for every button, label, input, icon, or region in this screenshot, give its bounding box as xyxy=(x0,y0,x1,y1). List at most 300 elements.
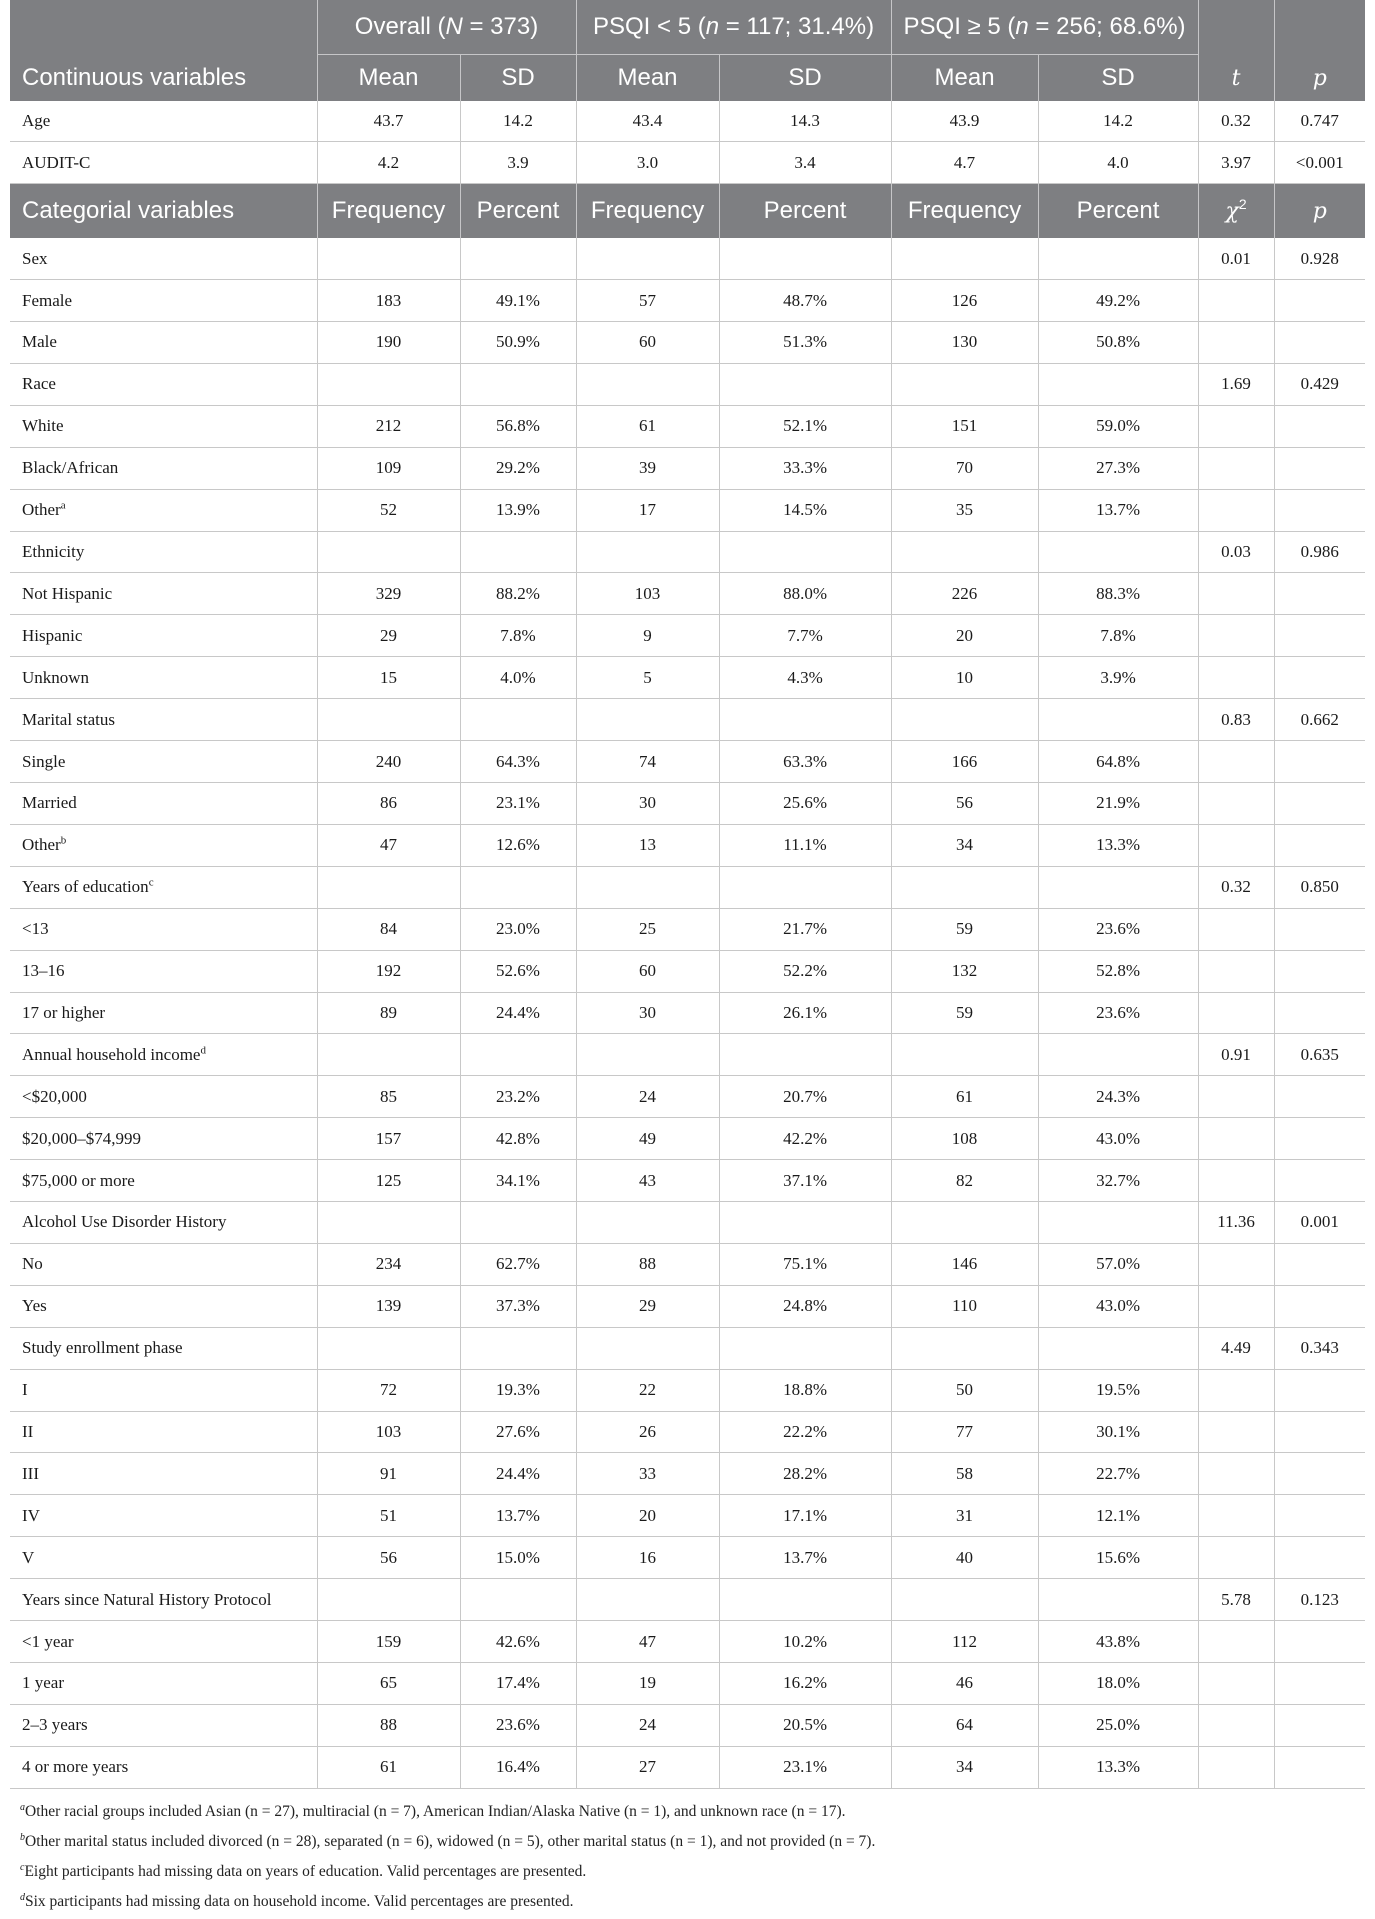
table-cell: 28.2% xyxy=(719,1453,891,1495)
table-cell xyxy=(317,1034,460,1076)
table-cell: 51 xyxy=(317,1495,460,1537)
col-header: Frequency xyxy=(317,184,460,238)
table-cell xyxy=(1198,824,1274,866)
table-cell: <0.001 xyxy=(1274,142,1365,184)
table-cell xyxy=(719,238,891,279)
table-cell: 11.36 xyxy=(1198,1202,1274,1244)
table-cell: 56 xyxy=(317,1537,460,1579)
table-cell: 9 xyxy=(576,615,719,657)
table-cell: 0.01 xyxy=(1198,238,1274,279)
table-cell: 82 xyxy=(891,1160,1038,1202)
table-cell: 61 xyxy=(317,1746,460,1788)
table-cell: 85 xyxy=(317,1076,460,1118)
row-label: Years since Natural History Protocol xyxy=(10,1579,317,1621)
table-cell: 25.6% xyxy=(719,782,891,824)
table-cell: 3.9 xyxy=(460,142,576,184)
table-cell xyxy=(576,866,719,908)
table-cell: 37.3% xyxy=(460,1285,576,1327)
footnote: $^b$Other marital status included divorced (n = 28), separated (n = 6), widowed (n = 5), other marital status (n = 1), and not provided (n = 7). xyxy=(20,1831,876,1850)
table-cell: 88 xyxy=(317,1704,460,1746)
row-label: Other$^a$ xyxy=(10,489,317,531)
table-cell: 151 xyxy=(891,405,1038,447)
row-label: 4 or more years xyxy=(10,1746,317,1788)
chi-square-header: $\chi^2$ xyxy=(1198,184,1274,238)
footnote: $^c$Eight participants had missing data on years of education. Valid percentages are presented. xyxy=(20,1861,587,1880)
table-cell: 20 xyxy=(576,1495,719,1537)
table-cell xyxy=(1274,1160,1365,1202)
table-cell: 43.0% xyxy=(1038,1285,1198,1327)
table-cell: 12.1% xyxy=(1038,1495,1198,1537)
table-row xyxy=(10,1160,1365,1202)
descriptive-statistics-table xyxy=(10,0,1365,1789)
table-cell: 33 xyxy=(576,1453,719,1495)
table-row xyxy=(10,1369,1365,1411)
table-cell xyxy=(1198,573,1274,615)
row-label: Age xyxy=(10,101,317,142)
table-cell xyxy=(1198,908,1274,950)
table-cell xyxy=(1198,1411,1274,1453)
table-cell: 56.8% xyxy=(460,405,576,447)
row-label: 17 or higher xyxy=(10,992,317,1034)
table-cell xyxy=(460,866,576,908)
table-cell xyxy=(1274,1285,1365,1327)
table-row xyxy=(10,101,1365,142)
row-label: Alcohol Use Disorder History xyxy=(10,1202,317,1244)
table-cell: 3.9% xyxy=(1038,657,1198,699)
table-cell xyxy=(1198,615,1274,657)
table-cell: 24 xyxy=(576,1704,719,1746)
header-blank xyxy=(10,0,317,54)
table-cell xyxy=(317,363,460,405)
table-cell: 10 xyxy=(891,657,1038,699)
table-cell: 64 xyxy=(891,1704,1038,1746)
table-cell: 130 xyxy=(891,322,1038,364)
table-cell: 4.2 xyxy=(317,142,460,184)
table-cell: 108 xyxy=(891,1118,1038,1160)
table-cell: 91 xyxy=(317,1453,460,1495)
row-label: Study enrollment phase xyxy=(10,1327,317,1369)
table-cell: 0.986 xyxy=(1274,531,1365,573)
table-cell: 23.1% xyxy=(719,1746,891,1788)
table-cell: 35 xyxy=(891,489,1038,531)
table-cell: 0.343 xyxy=(1274,1327,1365,1369)
row-label: $75,000 or more xyxy=(10,1160,317,1202)
table-cell: 56 xyxy=(891,782,1038,824)
table-cell xyxy=(1274,447,1365,489)
footnotes xyxy=(20,1797,1360,1917)
table-cell: 24 xyxy=(576,1076,719,1118)
table-cell: 21.7% xyxy=(719,908,891,950)
table-row xyxy=(10,1076,1365,1118)
table-row xyxy=(10,741,1365,783)
row-label: Single xyxy=(10,741,317,783)
table-cell: 20.5% xyxy=(719,1704,891,1746)
table-cell xyxy=(1274,322,1365,364)
table-row xyxy=(10,1285,1365,1327)
table-cell xyxy=(576,1034,719,1076)
table-cell: 110 xyxy=(891,1285,1038,1327)
table-cell: 16.4% xyxy=(460,1746,576,1788)
table-cell: 13.7% xyxy=(719,1537,891,1579)
table-cell xyxy=(1198,741,1274,783)
table-cell xyxy=(1274,1411,1365,1453)
table-cell xyxy=(460,363,576,405)
table-cell xyxy=(1274,1118,1365,1160)
table-cell xyxy=(1274,824,1365,866)
t-header: t xyxy=(1198,54,1274,100)
table-cell: 34 xyxy=(891,824,1038,866)
table-cell xyxy=(1274,1453,1365,1495)
table-cell xyxy=(1198,1285,1274,1327)
table-cell: 112 xyxy=(891,1621,1038,1663)
table-cell xyxy=(1038,1327,1198,1369)
group-overall-header: Overall (N = 373) xyxy=(317,0,576,54)
table-cell xyxy=(1198,322,1274,364)
table-cell xyxy=(1198,1369,1274,1411)
table-cell: 5.78 xyxy=(1198,1579,1274,1621)
table-row xyxy=(10,280,1365,322)
table-cell: 57.0% xyxy=(1038,1243,1198,1285)
table-cell xyxy=(317,1579,460,1621)
table-cell xyxy=(891,238,1038,279)
table-cell: 192 xyxy=(317,950,460,992)
table-cell: 37.1% xyxy=(719,1160,891,1202)
table-cell: 13 xyxy=(576,824,719,866)
table-cell xyxy=(460,1579,576,1621)
table-cell: 86 xyxy=(317,782,460,824)
table-row xyxy=(10,1034,1365,1076)
table-cell: 42.6% xyxy=(460,1621,576,1663)
table-cell: 3.97 xyxy=(1198,142,1274,184)
row-label: Married xyxy=(10,782,317,824)
table-cell xyxy=(719,1202,891,1244)
table-cell: 88.3% xyxy=(1038,573,1198,615)
row-label: <1 year xyxy=(10,1621,317,1663)
table-cell: 18.0% xyxy=(1038,1663,1198,1705)
categorical-variables-label: Categorial variables xyxy=(10,184,317,238)
table-cell: 4.3% xyxy=(719,657,891,699)
table-cell xyxy=(1038,699,1198,741)
col-header: SD xyxy=(719,54,891,100)
table-cell: 10.2% xyxy=(719,1621,891,1663)
table-cell: 52.1% xyxy=(719,405,891,447)
table-cell: 47 xyxy=(576,1621,719,1663)
table-cell xyxy=(460,699,576,741)
table-cell: 59.0% xyxy=(1038,405,1198,447)
table-cell: 0.747 xyxy=(1274,101,1365,142)
table-cell: 89 xyxy=(317,992,460,1034)
row-label: Unknown xyxy=(10,657,317,699)
table-cell xyxy=(1198,1663,1274,1705)
table-cell: 64.8% xyxy=(1038,741,1198,783)
group-psqi-low-header: PSQI < 5 (n = 117; 31.4%) xyxy=(576,0,891,54)
table-cell xyxy=(891,699,1038,741)
table-row xyxy=(10,824,1365,866)
table-cell: 32.7% xyxy=(1038,1160,1198,1202)
table-row xyxy=(10,322,1365,364)
table-cell: 57 xyxy=(576,280,719,322)
table-cell: 4.0 xyxy=(1038,142,1198,184)
table-cell: 39 xyxy=(576,447,719,489)
table-cell: 31 xyxy=(891,1495,1038,1537)
row-label: III xyxy=(10,1453,317,1495)
table-cell xyxy=(1198,1160,1274,1202)
table-cell: 13.3% xyxy=(1038,1746,1198,1788)
table-cell: 4.7 xyxy=(891,142,1038,184)
row-label: Sex xyxy=(10,238,317,279)
table-cell xyxy=(317,699,460,741)
table-row xyxy=(10,489,1365,531)
header-blank-t xyxy=(1198,0,1274,54)
table-cell: 42.2% xyxy=(719,1118,891,1160)
col-header: Percent xyxy=(460,184,576,238)
table-cell xyxy=(1198,1243,1274,1285)
table-cell: 109 xyxy=(317,447,460,489)
table-cell: 12.6% xyxy=(460,824,576,866)
table-cell: 42.8% xyxy=(460,1118,576,1160)
table-cell: 34 xyxy=(891,1746,1038,1788)
table-cell xyxy=(719,699,891,741)
table-cell: 19 xyxy=(576,1663,719,1705)
row-label: <$20,000 xyxy=(10,1076,317,1118)
table-cell: 212 xyxy=(317,405,460,447)
table-cell: 26.1% xyxy=(719,992,891,1034)
row-label: $20,000–$74,999 xyxy=(10,1118,317,1160)
table-cell: 18.8% xyxy=(719,1369,891,1411)
table-cell xyxy=(576,238,719,279)
table-cell xyxy=(891,1202,1038,1244)
table-cell: 60 xyxy=(576,950,719,992)
table-cell xyxy=(460,1202,576,1244)
table-row xyxy=(10,142,1365,184)
table-cell: 240 xyxy=(317,741,460,783)
table-cell xyxy=(317,1327,460,1369)
table-cell xyxy=(1274,405,1365,447)
table-row xyxy=(10,1243,1365,1285)
table-cell: 24.4% xyxy=(460,992,576,1034)
group-psqi-high-header: PSQI ≥ 5 (n = 256; 68.6%) xyxy=(891,0,1198,54)
table-row xyxy=(10,1118,1365,1160)
header-row-categorical xyxy=(10,184,1365,238)
table-cell: 52 xyxy=(317,489,460,531)
row-label: No xyxy=(10,1243,317,1285)
table-cell: 29 xyxy=(317,615,460,657)
table-cell: 16 xyxy=(576,1537,719,1579)
table-row xyxy=(10,950,1365,992)
table-cell: 329 xyxy=(317,573,460,615)
table-cell xyxy=(317,531,460,573)
table-cell: 40 xyxy=(891,1537,1038,1579)
table-cell: 15.6% xyxy=(1038,1537,1198,1579)
table-cell: 14.5% xyxy=(719,489,891,531)
table-cell xyxy=(317,238,460,279)
table-cell: 17.4% xyxy=(460,1663,576,1705)
table-cell: 52.6% xyxy=(460,950,576,992)
table-cell: 62.7% xyxy=(460,1243,576,1285)
row-label: 2–3 years xyxy=(10,1704,317,1746)
table-cell: 0.83 xyxy=(1198,699,1274,741)
table-row xyxy=(10,238,1365,279)
table-cell: 103 xyxy=(317,1411,460,1453)
table-cell: 0.32 xyxy=(1198,866,1274,908)
table-cell: 52.8% xyxy=(1038,950,1198,992)
table-cell: 30 xyxy=(576,992,719,1034)
table-cell: 61 xyxy=(891,1076,1038,1118)
table-cell: 19.3% xyxy=(460,1369,576,1411)
table-cell xyxy=(891,1327,1038,1369)
table-cell: 24.3% xyxy=(1038,1076,1198,1118)
table-row xyxy=(10,1453,1365,1495)
table-cell: 46 xyxy=(891,1663,1038,1705)
table-cell xyxy=(576,699,719,741)
table-cell xyxy=(317,1202,460,1244)
col-header: Percent xyxy=(1038,184,1198,238)
table-cell xyxy=(576,1202,719,1244)
table-cell xyxy=(1198,1537,1274,1579)
footnote: $^d$Six participants had missing data on household income. Valid percentages are presented. xyxy=(20,1891,574,1910)
table-row xyxy=(10,1202,1365,1244)
table-cell: 65 xyxy=(317,1663,460,1705)
table-row xyxy=(10,531,1365,573)
table-cell: 59 xyxy=(891,908,1038,950)
row-label: 1 year xyxy=(10,1663,317,1705)
table-cell xyxy=(1274,908,1365,950)
table-cell: 14.2 xyxy=(460,101,576,142)
table-cell: 14.2 xyxy=(1038,101,1198,142)
table-cell: 23.6% xyxy=(1038,992,1198,1034)
table-cell: 59 xyxy=(891,992,1038,1034)
table-cell: 34.1% xyxy=(460,1160,576,1202)
table-cell: 84 xyxy=(317,908,460,950)
col-header: Frequency xyxy=(891,184,1038,238)
row-label: Hispanic xyxy=(10,615,317,657)
table-cell: 126 xyxy=(891,280,1038,322)
table-cell: 43 xyxy=(576,1160,719,1202)
table-cell: 64.3% xyxy=(460,741,576,783)
table-cell xyxy=(1274,992,1365,1034)
table-cell xyxy=(1038,866,1198,908)
table-cell xyxy=(1198,1621,1274,1663)
table-cell: 24.4% xyxy=(460,1453,576,1495)
table-cell xyxy=(1274,741,1365,783)
table-cell: 63.3% xyxy=(719,741,891,783)
table-cell: 13.7% xyxy=(460,1495,576,1537)
table-cell xyxy=(1038,1202,1198,1244)
table-cell: 7.8% xyxy=(460,615,576,657)
table-cell: 0.928 xyxy=(1274,238,1365,279)
table-cell: 58 xyxy=(891,1453,1038,1495)
table-cell: 0.32 xyxy=(1198,101,1274,142)
table-cell xyxy=(719,1327,891,1369)
table-cell xyxy=(576,363,719,405)
table-cell: 166 xyxy=(891,741,1038,783)
table-cell: 234 xyxy=(317,1243,460,1285)
table-cell: 22 xyxy=(576,1369,719,1411)
table-row xyxy=(10,1411,1365,1453)
table-cell: 77 xyxy=(891,1411,1038,1453)
table-cell: 43.4 xyxy=(576,101,719,142)
header-row-groups xyxy=(10,0,1365,54)
table-cell xyxy=(1274,1076,1365,1118)
row-label: White xyxy=(10,405,317,447)
table-cell: 157 xyxy=(317,1118,460,1160)
table-cell: 22.7% xyxy=(1038,1453,1198,1495)
table-cell xyxy=(1198,280,1274,322)
table-cell: 139 xyxy=(317,1285,460,1327)
table-cell: 27 xyxy=(576,1746,719,1788)
table-cell: 17 xyxy=(576,489,719,531)
table-cell xyxy=(1198,782,1274,824)
table-cell xyxy=(1274,1369,1365,1411)
row-label: Annual household income$^d$ xyxy=(10,1034,317,1076)
row-label: Years of education$^c$ xyxy=(10,866,317,908)
table-cell xyxy=(891,1579,1038,1621)
table-row xyxy=(10,657,1365,699)
table-row xyxy=(10,1621,1365,1663)
table-cell: 13.3% xyxy=(1038,824,1198,866)
footnote-marker: b xyxy=(60,834,67,847)
table-cell: 75.1% xyxy=(719,1243,891,1285)
table-cell: 25.0% xyxy=(1038,1704,1198,1746)
table-cell: 23.1% xyxy=(460,782,576,824)
table-cell: 0.850 xyxy=(1274,866,1365,908)
table-cell xyxy=(576,1327,719,1369)
table-cell xyxy=(1038,1579,1198,1621)
table-cell xyxy=(1274,1663,1365,1705)
table-row xyxy=(10,1579,1365,1621)
table-cell: 60 xyxy=(576,322,719,364)
table-cell: 30.1% xyxy=(1038,1411,1198,1453)
table-cell: 146 xyxy=(891,1243,1038,1285)
table-cell: 88.0% xyxy=(719,573,891,615)
table-cell: 24.8% xyxy=(719,1285,891,1327)
table-cell xyxy=(1274,1621,1365,1663)
table-cell xyxy=(576,1579,719,1621)
table-cell xyxy=(1274,950,1365,992)
table-cell: 26 xyxy=(576,1411,719,1453)
table-cell: 43.8% xyxy=(1038,1621,1198,1663)
table-row xyxy=(10,573,1365,615)
table-cell xyxy=(1274,657,1365,699)
table-cell: 19.5% xyxy=(1038,1369,1198,1411)
table-cell: 15.0% xyxy=(460,1537,576,1579)
table-cell: 49 xyxy=(576,1118,719,1160)
table-cell xyxy=(1198,1118,1274,1160)
table-cell: 23.0% xyxy=(460,908,576,950)
table-cell: 22.2% xyxy=(719,1411,891,1453)
table-cell: 21.9% xyxy=(1038,782,1198,824)
table-cell: 43.7 xyxy=(317,101,460,142)
table-cell xyxy=(1198,447,1274,489)
table-cell: 61 xyxy=(576,405,719,447)
row-label: Marital status xyxy=(10,699,317,741)
row-label: Yes xyxy=(10,1285,317,1327)
table-cell: 103 xyxy=(576,573,719,615)
table-cell xyxy=(1198,1453,1274,1495)
table-cell: 13.9% xyxy=(460,489,576,531)
table-cell xyxy=(1274,280,1365,322)
row-label: Not Hispanic xyxy=(10,573,317,615)
table-cell: 25 xyxy=(576,908,719,950)
table-cell xyxy=(1198,1704,1274,1746)
table-cell xyxy=(1274,782,1365,824)
table-cell: 17.1% xyxy=(719,1495,891,1537)
table-cell xyxy=(1198,489,1274,531)
table-cell xyxy=(1274,615,1365,657)
row-label: II xyxy=(10,1411,317,1453)
row-label: <13 xyxy=(10,908,317,950)
table-cell: 0.03 xyxy=(1198,531,1274,573)
